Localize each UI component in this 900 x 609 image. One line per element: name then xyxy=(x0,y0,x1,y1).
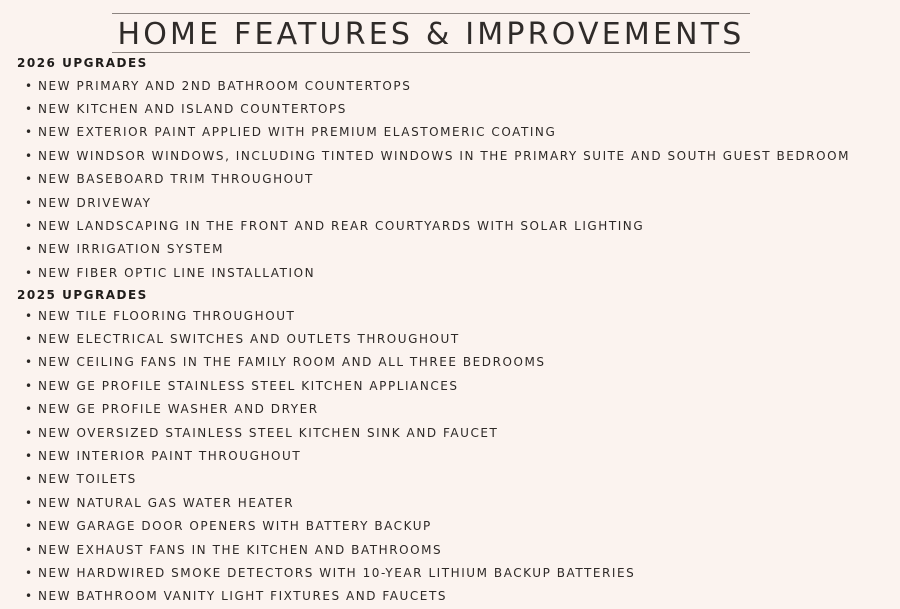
section-heading-2025: 2025 UPGRADES xyxy=(17,288,148,302)
upgrades-list-2026 xyxy=(25,74,850,285)
list-item-text: NEW DRIVEWAY xyxy=(38,195,152,210)
list-item xyxy=(25,261,850,284)
bullet-icon: • xyxy=(25,355,33,370)
list-item-text: NEW KITCHEN AND ISLAND COUNTERTOPS xyxy=(38,102,347,117)
list-item xyxy=(25,421,635,444)
bullet-icon: • xyxy=(25,308,33,323)
bullet-icon: • xyxy=(25,519,33,534)
bullet-icon: • xyxy=(25,148,33,163)
list-item-text: NEW IRRIGATION SYSTEM xyxy=(38,242,225,257)
list-item xyxy=(25,304,635,327)
list-item-text: NEW GARAGE DOOR OPENERS WITH BATTERY BACKUP xyxy=(38,519,432,534)
list-item xyxy=(25,327,635,350)
upgrades-list-2025 xyxy=(25,304,635,608)
page-title: HOME FEATURES & IMPROVEMENTS xyxy=(117,16,745,52)
list-item-text: NEW FIBER OPTIC LINE INSTALLATION xyxy=(38,265,316,280)
list-item xyxy=(25,191,850,214)
list-item xyxy=(25,238,850,261)
list-item-text: NEW TILE FLOORING THROUGHOUT xyxy=(38,308,296,323)
list-item-text: NEW CEILING FANS IN THE FAMILY ROOM AND ALL THREE BEDROOMS xyxy=(38,355,546,370)
bullet-icon: • xyxy=(25,378,33,393)
list-item xyxy=(25,97,850,120)
list-item xyxy=(25,74,850,97)
list-item xyxy=(25,121,850,144)
list-item-text: NEW GE PROFILE STAINLESS STEEL KITCHEN APPLIANCES xyxy=(38,378,459,393)
list-item xyxy=(25,351,635,374)
bullet-icon: • xyxy=(25,265,33,280)
list-item-text: NEW PRIMARY AND 2ND BATHROOM COUNTERTOPS xyxy=(38,78,412,93)
list-item xyxy=(25,144,850,167)
bullet-icon: • xyxy=(25,472,33,487)
list-item xyxy=(25,491,635,514)
list-item xyxy=(25,468,635,491)
list-item-text: NEW EXHAUST FANS IN THE KITCHEN AND BATHROOMS xyxy=(38,542,443,557)
list-item xyxy=(25,168,850,191)
list-item-text: NEW BASEBOARD TRIM THROUGHOUT xyxy=(38,172,314,187)
bullet-icon: • xyxy=(25,565,33,580)
bullet-icon: • xyxy=(25,242,33,257)
list-item-text: NEW ELECTRICAL SWITCHES AND OUTLETS THROUGHOUT xyxy=(38,332,460,347)
list-item-text: NEW INTERIOR PAINT THROUGHOUT xyxy=(38,449,302,464)
list-item-text: NEW EXTERIOR PAINT APPLIED WITH PREMIUM ELASTOMERIC COATING xyxy=(38,125,557,140)
list-item-text: NEW HARDWIRED SMOKE DETECTORS WITH 10-YEAR LITHIUM BACKUP BATTERIES xyxy=(38,565,636,580)
list-item-text: NEW OVERSIZED STAINLESS STEEL KITCHEN SINK AND FAUCET xyxy=(38,425,499,440)
list-item xyxy=(25,398,635,421)
list-item-text: NEW LANDSCAPING IN THE FRONT AND REAR COURTYARDS WITH SOLAR LIGHTING xyxy=(38,219,645,234)
bullet-icon: • xyxy=(25,219,33,234)
bullet-icon: • xyxy=(25,589,33,604)
list-item-text: NEW GE PROFILE WASHER AND DRYER xyxy=(38,402,319,417)
title-banner xyxy=(112,13,750,53)
list-item xyxy=(25,214,850,237)
list-item-text: NEW WINDSOR WINDOWS, INCLUDING TINTED WINDOWS IN THE PRIMARY SUITE AND SOUTH GUEST BEDROOM xyxy=(38,148,851,163)
list-item-text: NEW BATHROOM VANITY LIGHT FIXTURES AND FAUCETS xyxy=(38,589,447,604)
bullet-icon: • xyxy=(25,542,33,557)
bullet-icon: • xyxy=(25,195,33,210)
bullet-icon: • xyxy=(25,102,33,117)
bullet-icon: • xyxy=(25,78,33,93)
bullet-icon: • xyxy=(25,332,33,347)
list-item-text: NEW TOILETS xyxy=(38,472,137,487)
section-heading-2026: 2026 UPGRADES xyxy=(17,56,148,70)
list-item xyxy=(25,561,635,584)
list-item xyxy=(25,585,635,608)
bullet-icon: • xyxy=(25,402,33,417)
bullet-icon: • xyxy=(25,125,33,140)
bullet-icon: • xyxy=(25,425,33,440)
bullet-icon: • xyxy=(25,172,33,187)
bullet-icon: • xyxy=(25,495,33,510)
list-item xyxy=(25,515,635,538)
list-item xyxy=(25,538,635,561)
list-item xyxy=(25,444,635,467)
list-item xyxy=(25,374,635,397)
bullet-icon: • xyxy=(25,449,33,464)
list-item-text: NEW NATURAL GAS WATER HEATER xyxy=(38,495,295,510)
